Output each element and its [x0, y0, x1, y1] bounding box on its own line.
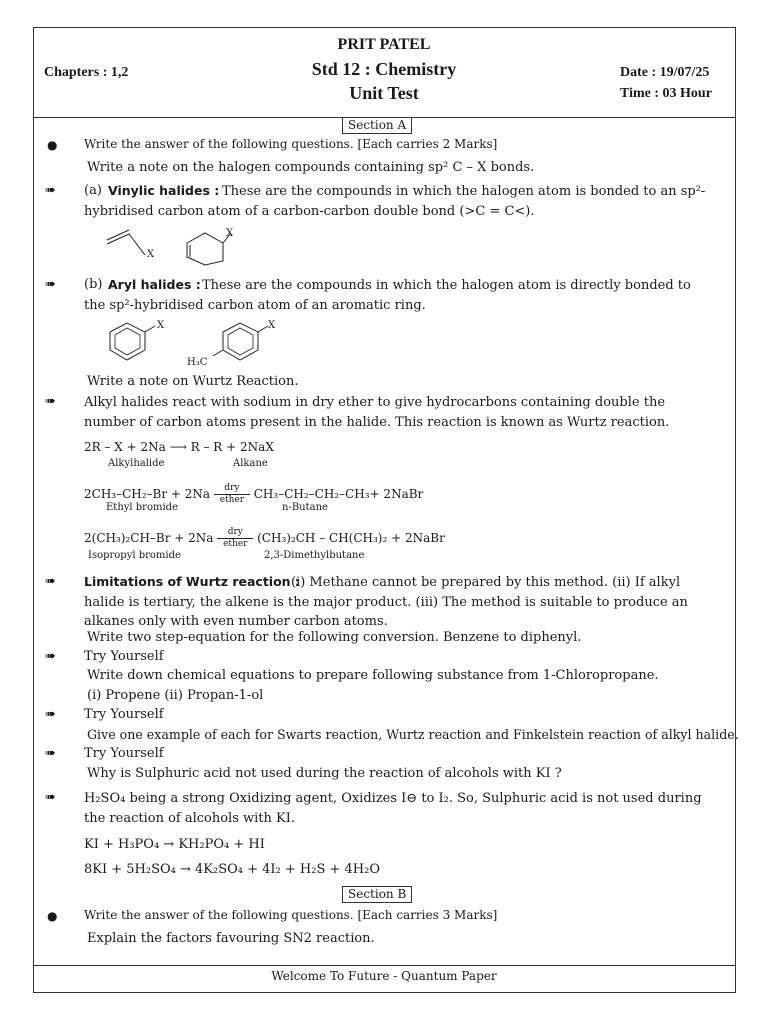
exam-date: Date : 19/07/25	[620, 65, 710, 80]
exam-time: Time : 03 Hour	[620, 86, 712, 101]
dry-ether-condition	[214, 484, 250, 505]
bullet-icon: ●	[47, 138, 58, 152]
dry-label: dry	[227, 527, 243, 537]
arrow-icon: ➠	[45, 394, 56, 409]
n-butane-label: n-Butane	[282, 502, 328, 513]
isopropyl-bromide-label: Isopropyl bromide	[88, 550, 181, 561]
benzene-x-label: X	[157, 320, 165, 331]
question-named-reactions: Give one example of each for Swarts reaction, Wurtz reaction and Finkelstein reaction of alkyl halide.	[87, 727, 739, 742]
eq2-products: CH₃–CH₂–CH₂–CH₃+ 2NaBr	[253, 487, 424, 501]
answer-b-label: (b)	[84, 277, 103, 292]
equation-isopropyl	[84, 528, 445, 549]
aryl-heading: Aryl halides :	[108, 277, 201, 292]
arrow-icon: ➠	[45, 574, 56, 589]
class-subject: Std 12 : Chemistry	[311, 59, 457, 79]
alkane-label: Alkane	[233, 458, 268, 469]
question-halogen: Write a note on the halogen compounds containing sp² C – X bonds.	[87, 160, 535, 175]
bullet-icon: ●	[47, 909, 58, 923]
dry-label: dry	[224, 483, 240, 493]
vinyl-x-label: X	[147, 249, 155, 260]
ethyl-bromide-label: Ethyl bromide	[106, 502, 178, 513]
limitations-heading: Limitations of Wurtz reaction :	[84, 574, 300, 589]
arrow-icon: ➠	[45, 790, 56, 805]
footer-divider	[33, 965, 736, 966]
limitations-text: (i) Methane cannot be prepared by this method. (ii) If alkyl halide is tertiary, the alkene is the major product. (iii) The method is suitable to produce an alkanes only with even number carbon atoms.	[84, 575, 688, 629]
question-wurtz: Write a note on Wurtz Reaction.	[87, 374, 299, 389]
sulphuric-acid-answer: H₂SO₄ being a strong Oxidizing agent, Oxidizes I⊖ to I₂. So, Sulphuric acid is not used during the reaction of alcohols with KI.	[84, 791, 702, 826]
author-name: PRIT PATEL	[337, 36, 431, 53]
question-sn2: Explain the factors favouring SN2 reaction.	[87, 931, 375, 946]
h3c-label: H₃C	[187, 357, 208, 368]
question-sulphuric-acid: Why is Sulphuric acid not used during the reaction of alcohols with KI ?	[87, 766, 562, 781]
footer-text: Welcome To Future - Quantum Paper	[271, 969, 497, 983]
section-b-title: Section B	[342, 886, 412, 903]
arrow-icon: ➠	[45, 707, 56, 722]
toluene-x-label: X	[268, 320, 276, 331]
answer-a-label: (a)	[84, 183, 102, 198]
equation-ki-h2so4: 8KI + 5H₂SO₄ → 4K₂SO₄ + 4I₂ + H₂S + 4H₂O	[84, 862, 381, 877]
equation-general: 2R – X + 2Na ⟶ R – R + 2NaX	[84, 440, 274, 454]
vinylic-text: These are the compounds in which the halogen atom is bonded to an sp²-hybridised carbon atom of a carbon-carbon double bond (>C = C<).	[84, 184, 706, 219]
try-yourself-2: Try Yourself	[84, 707, 164, 722]
alkylhalide-label: Alkylhalide	[108, 458, 165, 469]
section-a-instruction: Write the answer of the following questions. [Each carries 2 Marks]	[84, 137, 498, 151]
chapters: Chapters : 1,2	[44, 65, 129, 80]
ether-label: ether	[219, 495, 245, 505]
arrow-icon: ➠	[45, 277, 56, 292]
cyclohexene-x-label: X	[226, 228, 234, 239]
eq3-reactants: 2(CH₃)₂CH–Br + 2Na	[84, 531, 214, 545]
vinylic-heading: Vinylic halides :	[108, 183, 220, 198]
question-benzene-diphenyl: Write two step-equation for the following conversion. Benzene to diphenyl.	[87, 630, 582, 645]
question-chloropropane: Write down chemical equations to prepare following substance from 1-Chloropropane.	[87, 668, 659, 683]
try-yourself-1: Try Yourself	[84, 649, 164, 664]
aryl-text: These are the compounds in which the halogen atom is directly bonded to the sp²-hybridised carbon atom of an aromatic ring.	[84, 278, 691, 313]
try-yourself-3: Try Yourself	[84, 746, 164, 761]
section-b-instruction: Write the answer of the following questions. [Each carries 3 Marks]	[84, 908, 498, 922]
arrow-icon: ➠	[45, 746, 56, 761]
dry-ether-condition	[217, 528, 253, 549]
test-title: Unit Test	[349, 83, 419, 103]
arrow-icon: ➠	[45, 649, 56, 664]
vinylic-structures	[105, 225, 245, 270]
arrow-icon: ➠	[45, 183, 56, 198]
eq2-reactants: 2CH₃–CH₂–Br + 2Na	[84, 487, 211, 501]
equation-ki-h3po4: KI + H₃PO₄ → KH₂PO₄ + HI	[84, 837, 265, 852]
dimethylbutane-label: 2,3-Dimethylbutane	[264, 550, 365, 561]
wurtz-answer: Alkyl halides react with sodium in dry ether to give hydrocarbons containing double the number of carbon atoms present in the halide. This reaction is known as Wurtz reaction.	[84, 395, 670, 430]
section-a-title: Section A	[342, 117, 412, 134]
eq3-products: (CH₃)₂CH – CH(CH₃)₂ + 2NaBr	[257, 531, 445, 545]
ether-label: ether	[223, 539, 248, 549]
question-chloropropane-parts: (i) Propene (ii) Propan-1-ol	[87, 688, 264, 703]
